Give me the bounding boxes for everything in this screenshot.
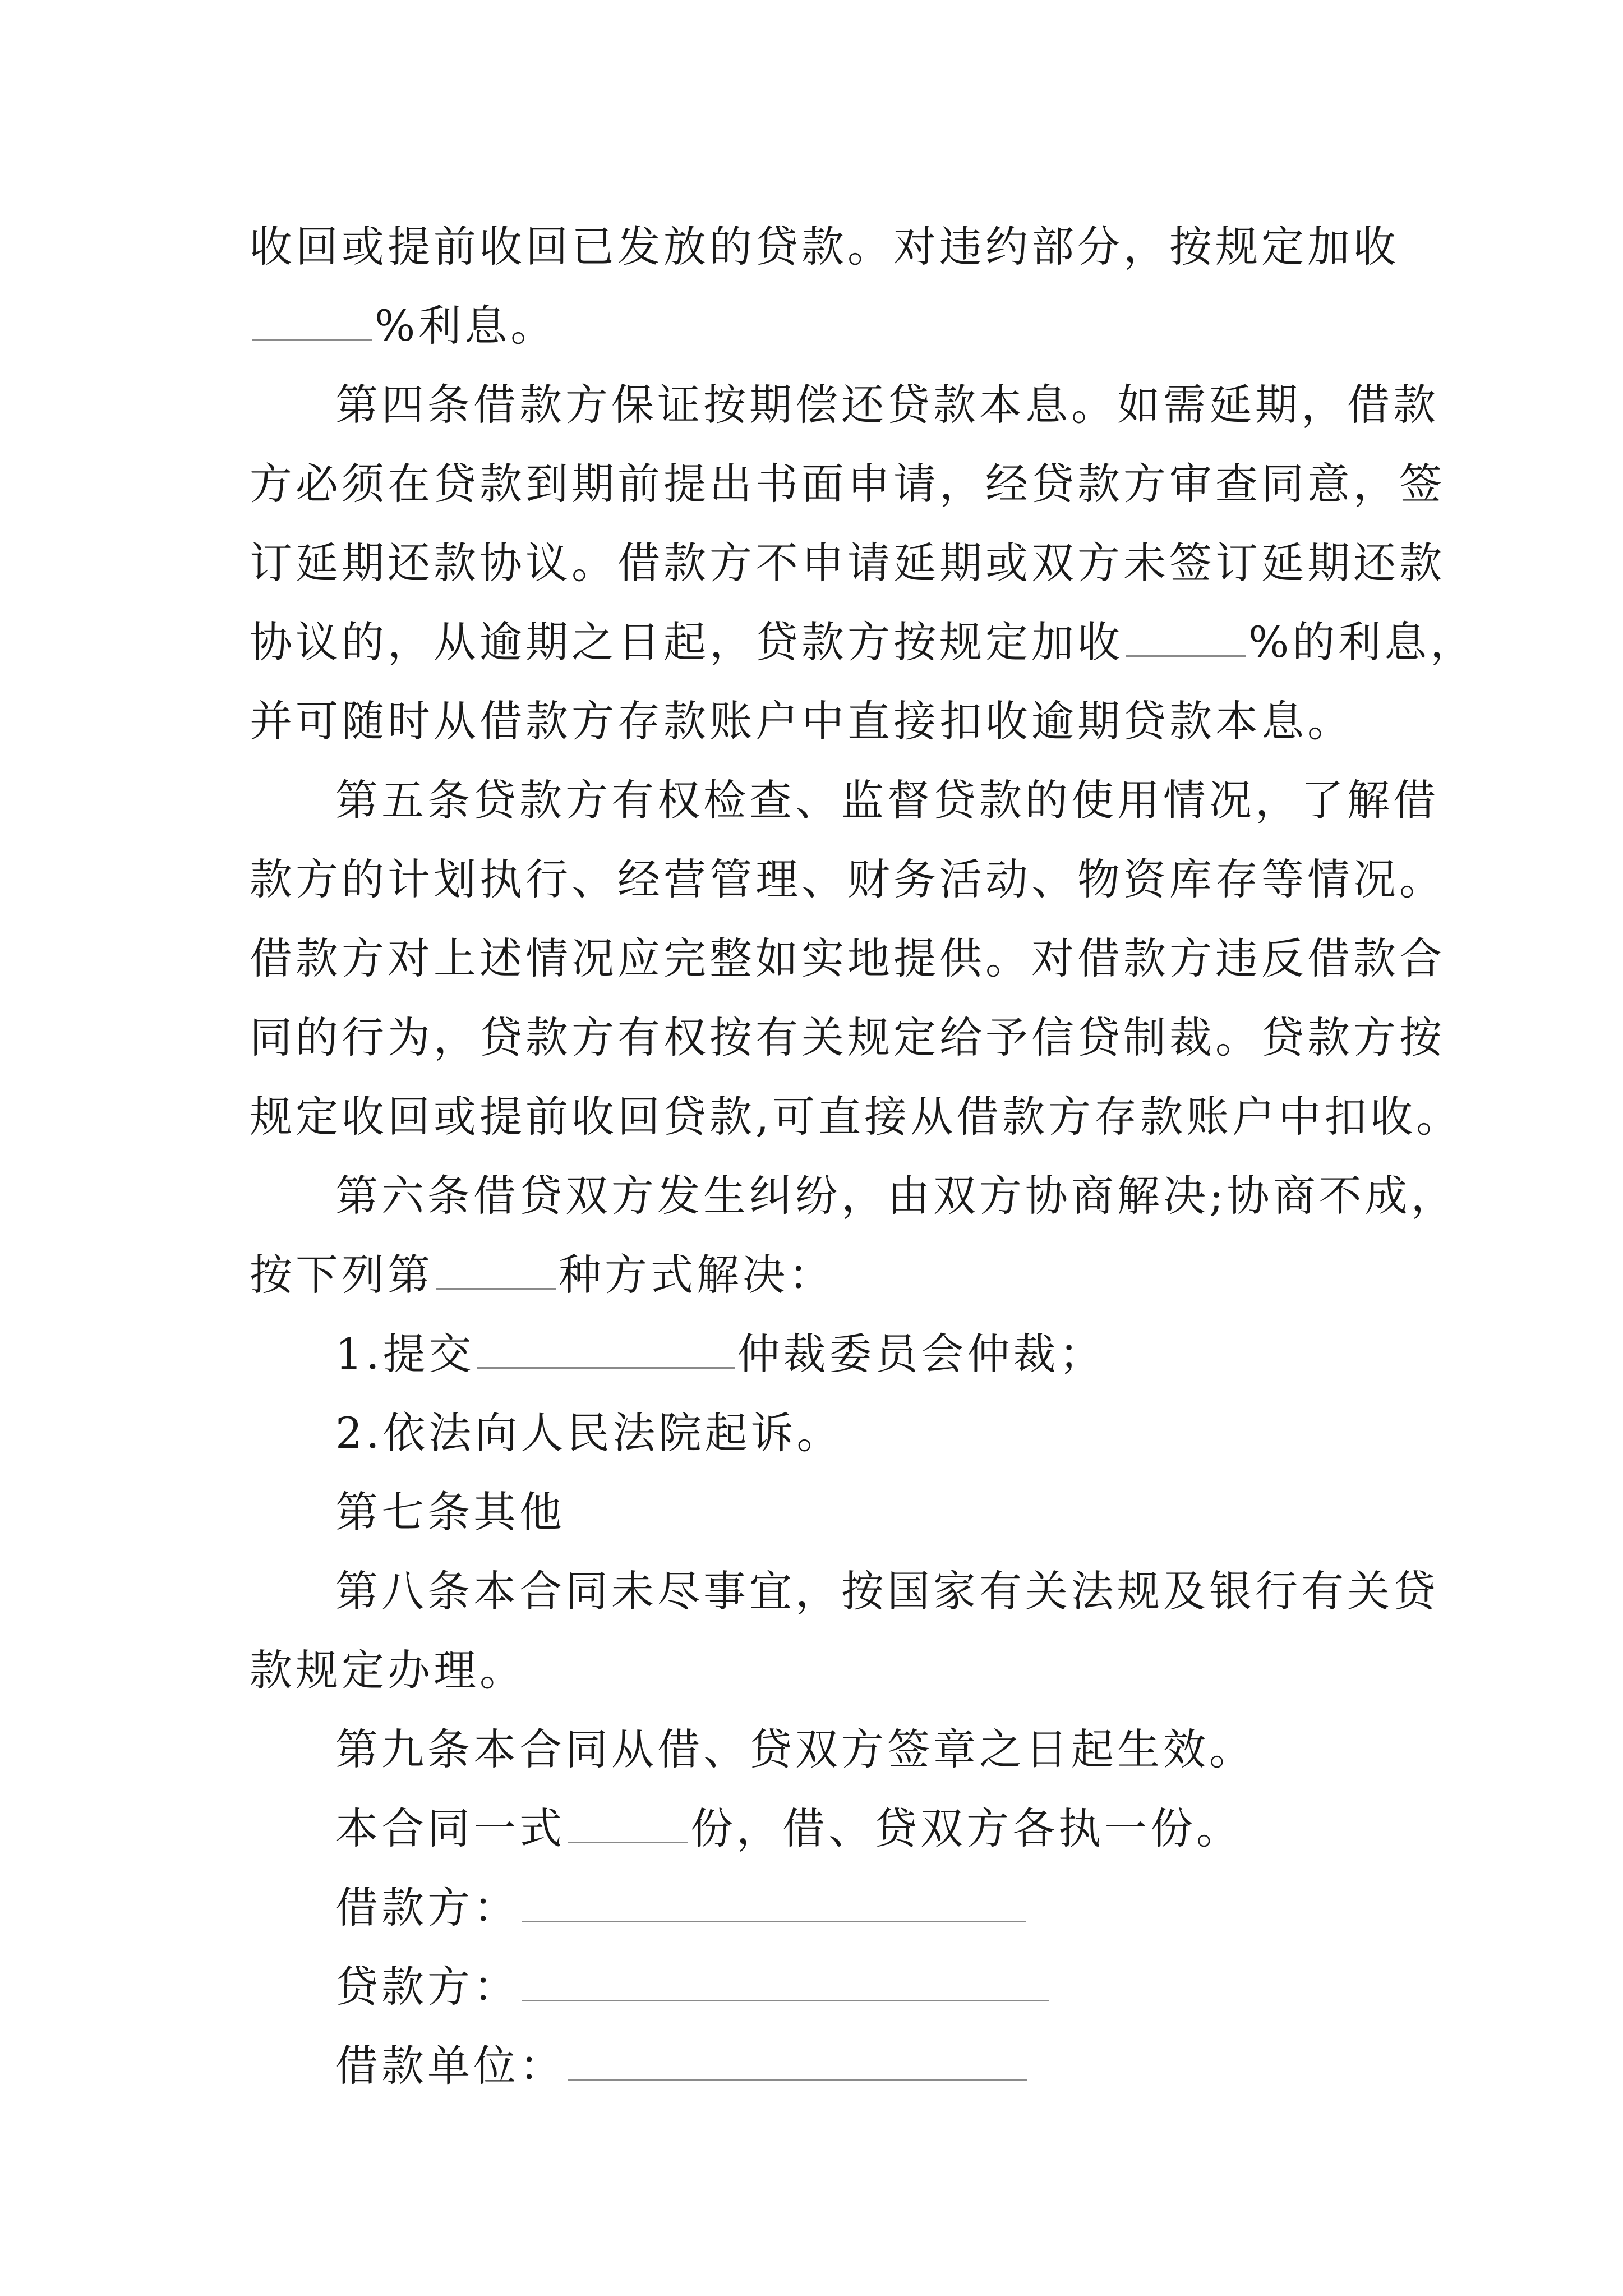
clause-text: 按下列第 [250,1250,434,1300]
clause-text: 第四条借款方保证按期偿还贷款本息。如需延期，借款 [335,380,1439,430]
clause-text: 2.依法向人民法院起诉。 [335,1408,843,1458]
clause-6-heading-line [335,1154,1474,1238]
signature-label: 借款方： [335,1883,519,1932]
clause-text: 份，借、贷双方各执一份。 [690,1803,1242,1853]
clause-text: 协议的，从逾期之日起，贷款方按规定加收 [250,617,1123,667]
option-1-line [335,1312,1474,1396]
fill-in-blank[interactable] [1126,618,1246,657]
text-line [250,521,1445,605]
clause-text: 收回或提前收回已发放的贷款。对违约部分，按规定加收 [250,222,1399,272]
signature-label: 贷款方： [335,1962,519,2012]
fill-in-blank[interactable] [568,1805,688,1843]
clause-text: 1.提交 [335,1329,475,1379]
text-line [250,996,1445,1080]
text-line [250,442,1445,526]
text-line [250,600,1477,684]
text-line [250,1233,1388,1317]
signature-field[interactable] [522,1963,1049,2001]
clause-text: %利息。 [375,301,557,351]
option-2-line [335,1391,1474,1475]
text-line [250,205,1399,289]
clause-text: 同的行为，贷款方有权按有关规定给予信贷制裁。贷款方按 [250,1013,1445,1062]
signature-label: 借款单位： [335,2041,565,2091]
clause-text: 订延期还款协议。借款方不申请延期或双方未签订延期还款 [250,538,1445,588]
fill-in-blank[interactable] [252,302,372,341]
text-line [250,284,1388,368]
clause-text: 本合同一式 [335,1803,565,1853]
clause-text: 规定收回或提前收回贷款,可直接从借款方存款账户中扣收。 [250,1092,1463,1142]
signature-borrowing-unit-line [335,2024,1474,2108]
copies-line [335,1787,1474,1871]
clause-text: 第八条本合同未尽事宜，按国家有关法规及银行有关贷 [335,1566,1439,1616]
signature-field[interactable] [568,2042,1027,2081]
text-line [250,838,1445,922]
text-line [250,1075,1463,1159]
signature-borrower-line [335,1866,1474,1950]
clause-9-line [335,1708,1474,1792]
fill-in-blank[interactable] [436,1251,556,1290]
fill-in-blank[interactable] [477,1330,735,1369]
clause-text: %的利息， [1248,617,1477,667]
signature-lender-line [335,1945,1474,2029]
text-line [250,1628,1388,1713]
clause-text: 款方的计划执行、经营管理、财务活动、物资库存等情况。 [250,854,1445,904]
clause-5-heading-line [335,758,1474,843]
text-line [250,917,1445,1001]
clause-text: 第五条贷款方有权检查、监督贷款的使用情况，了解借 [335,775,1439,825]
clause-text: 第六条借贷双方发生纠纷，由双方协商解决;协商不成， [335,1171,1457,1221]
clause-7-line [335,1470,1474,1554]
clause-text: 并可随时从借款方存款账户中直接扣收逾期贷款本息。 [250,696,1353,746]
clause-text: 仲裁委员会仲裁； [737,1329,1105,1379]
clause-text: 第九条本合同从借、贷双方签章之日起生效。 [335,1724,1255,1774]
clause-text: 款规定办理。 [250,1645,525,1695]
clause-text: 借款方对上述情况应完整如实地提供。对借款方违反借款合 [250,933,1445,983]
clause-text: 第七条其他 [335,1487,565,1537]
clause-text: 种方式解决： [559,1250,834,1300]
clause-text: 方必须在贷款到期前提出书面申请，经贷款方审查同意，签 [250,459,1445,509]
signature-field[interactable] [522,1884,1026,1922]
clause-8-heading-line [335,1549,1474,1634]
clause-4-heading-line [335,363,1474,447]
text-line [250,679,1388,763]
